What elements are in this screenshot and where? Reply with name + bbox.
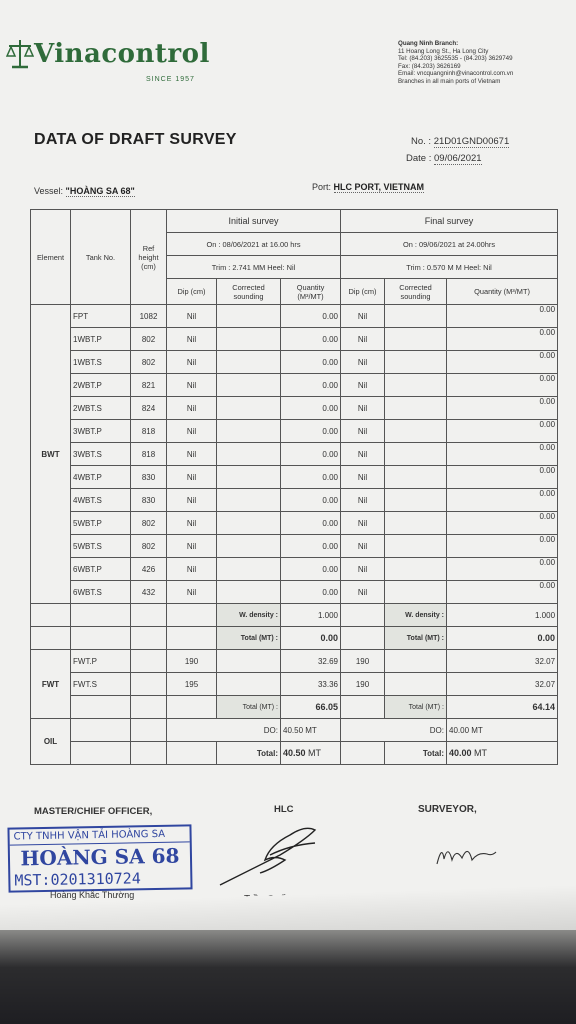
header-initial: Initial survey <box>167 210 341 233</box>
bwt-dip-initial: Nil <box>167 581 217 604</box>
bwt-ref: 818 <box>131 420 167 443</box>
bwt-ref: 830 <box>131 466 167 489</box>
port-label: Port: <box>312 182 332 192</box>
bwt-qty-initial: 0.00 <box>281 512 341 535</box>
bwt-dip-final: Nil <box>341 328 385 351</box>
bwt-ref: 830 <box>131 489 167 512</box>
fwt-total-initial: 66.05 <box>281 696 341 719</box>
stamp-tax-code: MST:0201310724 <box>14 869 141 890</box>
bwt-dip-final: Nil <box>341 374 385 397</box>
bwt-qty-initial: 0.00 <box>281 443 341 466</box>
table-row <box>31 420 558 443</box>
initial-on: On : 08/06/2021 at 16.00 hrs <box>167 233 341 256</box>
date-label: Date : <box>406 153 432 164</box>
table-row <box>31 489 558 512</box>
hlc-signature-icon <box>210 815 330 895</box>
oil-do-label-initial: DO: <box>167 719 281 742</box>
bwt-qty-final: 0.00 <box>447 397 558 420</box>
bwt-qty-final: 0.00 <box>447 351 558 374</box>
company-stamp <box>7 824 192 892</box>
fwt-tank: FWT.P <box>71 650 131 673</box>
bwt-dip-initial: Nil <box>167 466 217 489</box>
bwt-dip-initial: Nil <box>167 558 217 581</box>
bwt-ref: 802 <box>131 328 167 351</box>
bwt-tank: 4WBT.S <box>71 489 131 512</box>
oil-do-initial: 40.50 MT <box>281 719 341 742</box>
branch-line: Tel: (84.203) 3625535 - (84.203) 3629749 <box>398 55 513 63</box>
surveyor-signature-icon <box>432 834 502 870</box>
bwt-total-mt-initial: 0.00 <box>281 627 341 650</box>
bwt-qty-initial: 0.00 <box>281 351 341 374</box>
fwt-total-final: 64.14 <box>447 696 558 719</box>
bwt-qty-initial: 0.00 <box>281 466 341 489</box>
header-final: Final survey <box>341 210 558 233</box>
table-row <box>31 512 558 535</box>
stamp-company: CTY TNHH VẬN TẢI HOÀNG SA <box>9 826 189 845</box>
bwt-dip-final: Nil <box>341 397 385 420</box>
fwt-total-label-final: Total (MT) : <box>385 696 447 719</box>
document-date <box>406 153 482 164</box>
oil-total-label-final: Total: <box>385 742 447 765</box>
header-quantity-initial: Quantity (M³/MT) <box>281 279 341 305</box>
bwt-ref: 821 <box>131 374 167 397</box>
date-value: 09/06/2021 <box>434 153 482 164</box>
bwt-qty-final: 0.00 <box>447 305 558 328</box>
branch-line: Quang Ninh Branch: <box>398 40 459 47</box>
bwt-tank: 3WBT.S <box>71 443 131 466</box>
fwt-dip-final: 190 <box>341 673 385 696</box>
bwt-tank: 6WBT.S <box>71 581 131 604</box>
bwt-qty-final: 0.00 <box>447 443 558 466</box>
bwt-density-label-initial: W. density : <box>217 604 281 627</box>
header-dip-initial: Dip (cm) <box>167 279 217 305</box>
bwt-density-initial: 1.000 <box>281 604 341 627</box>
document-number <box>411 136 509 147</box>
oil-total-initial: 40.50 MT <box>281 742 341 765</box>
bwt-dip-final: Nil <box>341 581 385 604</box>
bwt-total-mt-label-final: Total (MT) : <box>385 627 447 650</box>
branch-line: Fax: (84.203) 3626169 <box>398 62 461 70</box>
survey-table <box>30 209 558 765</box>
company-since: SINCE 1957 <box>146 76 195 83</box>
fwt-qty-initial: 32.69 <box>281 650 341 673</box>
bwt-tank: FPT <box>71 305 131 328</box>
final-on: On : 09/06/2021 at 24.00hrs <box>341 233 558 256</box>
table-row <box>31 558 558 581</box>
bwt-dip-final: Nil <box>341 305 385 328</box>
table-row <box>31 466 558 489</box>
bwt-ref: 818 <box>131 443 167 466</box>
bwt-qty-initial: 0.00 <box>281 535 341 558</box>
bwt-dip-initial: Nil <box>167 305 217 328</box>
oil-label: OIL <box>31 719 71 765</box>
number-value: 21D01GND00671 <box>433 136 510 147</box>
bwt-tank: 2WBT.P <box>71 374 131 397</box>
bwt-qty-initial: 0.00 <box>281 374 341 397</box>
bwt-density-label-final: W. density : <box>385 604 447 627</box>
final-trim: Trim : 0.570 M M Heel: Nil <box>341 256 558 279</box>
bwt-dip-final: Nil <box>341 443 385 466</box>
bwt-qty-final: 0.00 <box>447 374 558 397</box>
bwt-tank: 1WBT.S <box>71 351 131 374</box>
fwt-qty-initial: 33.36 <box>281 673 341 696</box>
bwt-dip-final: Nil <box>341 558 385 581</box>
bwt-dip-final: Nil <box>341 420 385 443</box>
scale-logo-icon <box>6 38 34 70</box>
branch-line: Branches in all main ports of Vietnam <box>398 77 501 85</box>
bwt-qty-final: 0.00 <box>447 328 558 351</box>
bwt-dip-final: Nil <box>341 489 385 512</box>
background-surface <box>0 930 576 1024</box>
oil-do-final: 40.00 MT <box>447 719 558 742</box>
table-row <box>31 443 558 466</box>
bwt-tank: 3WBT.P <box>71 420 131 443</box>
document-title: DATA OF DRAFT SURVEY <box>34 131 237 148</box>
bwt-qty-initial: 0.00 <box>281 328 341 351</box>
table-row <box>31 374 558 397</box>
branch-line: Email: vncquangninh@vinacontrol.com.vn <box>398 70 514 78</box>
fwt-dip-final: 190 <box>341 650 385 673</box>
stamp-vessel: HOÀNG SA 68 <box>20 843 180 871</box>
bwt-dip-final: Nil <box>341 466 385 489</box>
bwt-ref: 426 <box>131 558 167 581</box>
company-name: Vinacontrol <box>34 39 210 69</box>
company-logo <box>6 38 210 70</box>
bwt-dip-initial: Nil <box>167 328 217 351</box>
bwt-dip-initial: Nil <box>167 351 217 374</box>
bwt-tank: 1WBT.P <box>71 328 131 351</box>
fwt-qty-final: 32.07 <box>447 650 558 673</box>
header-element: Element <box>31 210 71 305</box>
bwt-dip-initial: Nil <box>167 397 217 420</box>
bwt-dip-final: Nil <box>341 535 385 558</box>
bwt-label: BWT <box>31 305 71 604</box>
bwt-tank: 6WBT.P <box>71 558 131 581</box>
master-name: Hoàng Khắc Thường <box>50 890 135 900</box>
bwt-qty-initial: 0.00 <box>281 489 341 512</box>
header-corrected-initial: Corrected sounding <box>217 279 281 305</box>
bwt-density-final: 1.000 <box>447 604 558 627</box>
bwt-ref: 802 <box>131 535 167 558</box>
fwt-qty-final: 32.07 <box>447 673 558 696</box>
bwt-total-mt-final: 0.00 <box>447 627 558 650</box>
bwt-ref: 824 <box>131 397 167 420</box>
fwt-dip-initial: 190 <box>167 650 217 673</box>
header-ref-height: Ref height (cm) <box>131 210 167 305</box>
oil-total-label-initial: Total: <box>217 742 281 765</box>
bwt-dip-initial: Nil <box>167 443 217 466</box>
bwt-tank: 5WBT.S <box>71 535 131 558</box>
bwt-ref: 432 <box>131 581 167 604</box>
vessel-value: "HOÀNG SA 68" <box>65 186 135 196</box>
table-row <box>31 305 558 328</box>
table-row <box>31 351 558 374</box>
vessel-field <box>34 186 135 196</box>
bwt-qty-final: 0.00 <box>447 558 558 581</box>
bwt-dip-final: Nil <box>341 512 385 535</box>
bwt-ref: 802 <box>131 351 167 374</box>
bwt-tank: 4WBT.P <box>71 466 131 489</box>
table-row <box>31 397 558 420</box>
table-row <box>31 328 558 351</box>
bwt-qty-final: 0.00 <box>447 535 558 558</box>
header-corrected-final: Corrected sounding <box>385 279 447 305</box>
bwt-qty-initial: 0.00 <box>281 420 341 443</box>
header-quantity-final: Quantity (M³/MT) <box>447 279 558 305</box>
fwt-tank: FWT.S <box>71 673 131 696</box>
bwt-qty-initial: 0.00 <box>281 558 341 581</box>
bwt-dip-final: Nil <box>341 351 385 374</box>
bwt-dip-initial: Nil <box>167 535 217 558</box>
fwt-label: FWT <box>31 650 71 719</box>
bwt-qty-final: 0.00 <box>447 466 558 489</box>
bwt-qty-final: 0.00 <box>447 420 558 443</box>
table-row <box>31 581 558 604</box>
bwt-dip-initial: Nil <box>167 420 217 443</box>
initial-trim: Trim : 2.741 MM Heel: Nil <box>167 256 341 279</box>
fwt-total-label-initial: Total (MT) : <box>217 696 281 719</box>
branch-line: 11 Hoang Long St., Ha Long City <box>398 47 489 55</box>
port-field <box>312 182 424 192</box>
bwt-qty-initial: 0.00 <box>281 305 341 328</box>
bwt-tank: 5WBT.P <box>71 512 131 535</box>
bwt-qty-initial: 0.00 <box>281 397 341 420</box>
bwt-dip-initial: Nil <box>167 374 217 397</box>
fwt-dip-initial: 195 <box>167 673 217 696</box>
branch-info <box>398 40 513 86</box>
bwt-dip-initial: Nil <box>167 512 217 535</box>
hlc-title: HLC <box>274 804 294 815</box>
vessel-label: Vessel: <box>34 186 64 196</box>
master-title: MASTER/CHIEF OFFICER, <box>34 806 153 817</box>
oil-do-label-final: DO: <box>341 719 447 742</box>
bwt-dip-initial: Nil <box>167 489 217 512</box>
bwt-tank: 2WBT.S <box>71 397 131 420</box>
bwt-total-mt-label-initial: Total (MT) : <box>217 627 281 650</box>
table-row <box>31 535 558 558</box>
number-label: No. : <box>411 136 432 147</box>
bwt-qty-initial: 0.00 <box>281 581 341 604</box>
surveyor-title: SURVEYOR, <box>418 804 477 815</box>
header-tank-no: Tank No. <box>71 210 131 305</box>
bwt-ref: 1082 <box>131 305 167 328</box>
bwt-qty-final: 0.00 <box>447 581 558 604</box>
bwt-ref: 802 <box>131 512 167 535</box>
bwt-qty-final: 0.00 <box>447 512 558 535</box>
bwt-qty-final: 0.00 <box>447 489 558 512</box>
port-value: HLC PORT, VIETNAM <box>333 182 425 192</box>
header-dip-final: Dip (cm) <box>341 279 385 305</box>
oil-total-final: 40.00 MT <box>447 742 558 765</box>
